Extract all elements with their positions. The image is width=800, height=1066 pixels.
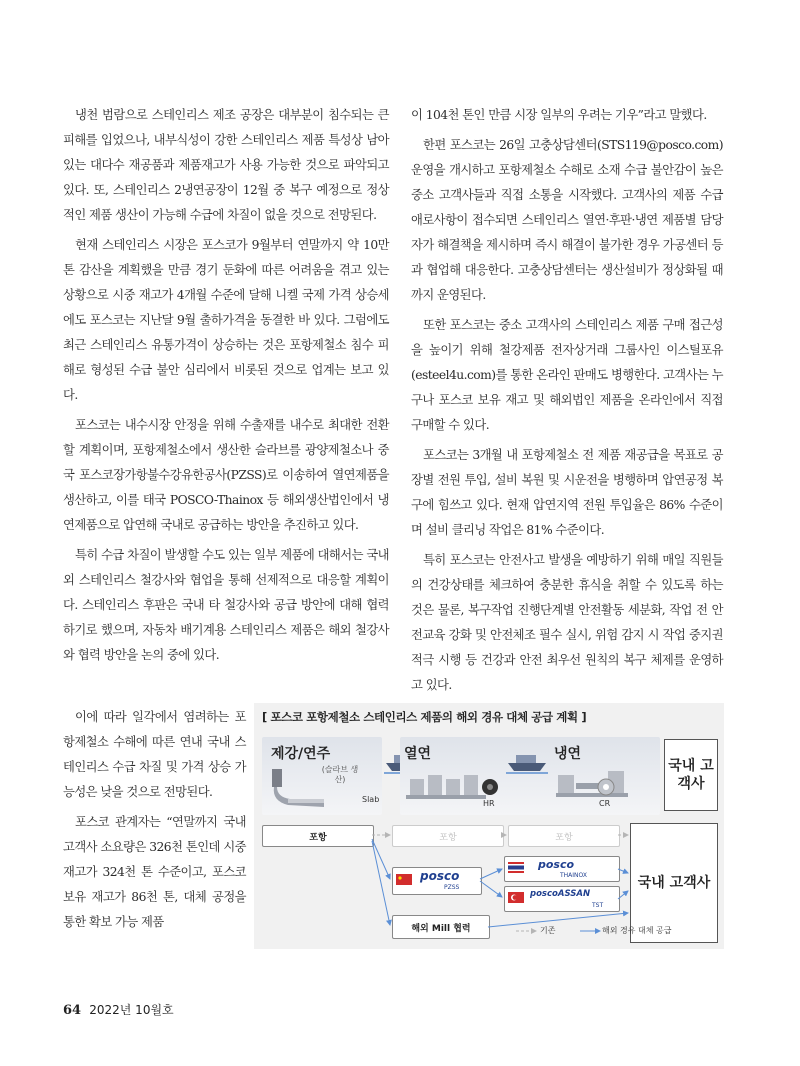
paragraph: 한편 포스코는 26일 고충상담센터(STS119@posco.com) 운영을 개시하고 포항제철소 수해로 소재 수급 불안감이 높은 중소 고객사들과 직접 소통을 시작했다. 고객사의 제품 수급 애로사항이 접수되면 스테인리스 열연·후판·냉연 제품별 담당자가 해결책을 제시하며 즉시 해결이 불가한 경우 가공센터 등과 협업해 대응한다. 고충상담센터는 생산설비가 정상화될 때까지 운영된다. xyxy=(411,138,723,302)
domestic-customer-box: 국내 고객사 xyxy=(630,823,718,943)
issue-date: 2022년 10월호 xyxy=(89,1003,174,1017)
steelmaking-label: 제강/연주 xyxy=(271,746,331,762)
paragraph: 이에 따라 일각에서 염려하는 포항제철소 수해에 따른 연내 국내 스테인리스 수급 차질 및 가격 상승 가능성은 낮을 것으로 전망된다. xyxy=(63,710,246,799)
overseas-mill-box: 해외 Mill 협력 xyxy=(392,915,490,939)
tst-label: TST xyxy=(592,902,604,909)
pohang-faded-box: 포항 xyxy=(508,825,620,847)
page-number: 64 xyxy=(63,1003,82,1018)
legend-existing: 기존 xyxy=(540,926,556,935)
paragraph: 포스코는 3개월 내 포항제철소 전 제품 재공급을 목표로 공장별 전원 투입, 설비 복원 및 시운전을 병행하며 압연공정 복구에 힘쓰고 있다. 현재 압연지역 전원 투입율은 86% 수준이며 설비 클리닝 작업은 81% 수준이다. xyxy=(411,448,723,537)
paragraph: 현재 스테인리스 시장은 포스코가 9월부터 연말까지 약 10만 톤 감산을 계획했을 만큼 경기 둔화에 따른 어려움을 겪고 있는 상황으로 시중 재고가 4개월 수준에 달해 니켈 국제 가격 상승세에도 포스코는 지난달 9월 출하가격을 동결한 바 있다. 그럼에도 최근 스테인리스 유통가격이 상승하는 것은 포항제철소 침수 피해로 형성된 수급 불안 심리에서 비롯된 것으로 업계는 보고 있다. xyxy=(63,238,389,402)
paragraph: 냉천 범람으로 스테인리스 제조 공장은 대부분이 침수되는 큰 피해를 입었으나, 내부식성이 강한 스테인리스 제품 특성상 남아있는 대다수 재공품과 제품재고가 사용 가능한 것으로 파악되고 있다. 또, 스테인리스 2냉연공장이 12월 중 복구 예정으로 정상적인 제품 생산이 가능해 수급에 차질이 없을 것으로 전망된다. xyxy=(63,108,389,222)
posco-pzss-logo: posco xyxy=(420,869,460,883)
slab-label: Slab xyxy=(362,795,380,804)
paragraph-continuation: 이 104천 톤인 만큼 시장 일부의 우려는 기우”라고 말했다. xyxy=(411,108,707,122)
steelmaking-sub-label: (슬라브 생산) xyxy=(321,765,359,784)
pohang-faded-box: 포항 xyxy=(392,825,504,847)
article-narrow-column xyxy=(63,705,246,940)
poscoassan-logo: poscoASSAN xyxy=(530,889,591,899)
flow-arrows xyxy=(254,703,724,949)
pohang-box: 포항 xyxy=(262,825,374,847)
paragraph: 포스코는 내수시장 안정을 위해 수출재를 내수로 최대한 전환할 계획이며, 포항제철소에서 생산한 슬라브를 광양제철소나 중국 포스코장가항불수강유한공사(PZSS)로 이송하여 열연제품을 생산하고, 이를 태국 POSCO-Thainox 등 해외생산법인에서 냉연제품으로 압연해 국내로 공급하는 방안을 추진하고 있다. xyxy=(63,418,389,532)
page-footer xyxy=(63,1001,174,1018)
paragraph: 특히 포스코는 안전사고 발생을 예방하기 위해 매일 직원들의 건강상태를 체크하여 충분한 휴식을 취할 수 있도록 하는 것은 물론, 복구작업 진행단계별 안전활동 세분화, 작업 전 안전교육 강화 및 안전체조 필수 실시, 위험 감지 시 작업 중지권 적극 시행 등 건강과 안전 최우선 원칙의 복구 체제를 운영하고 있다. xyxy=(411,553,723,692)
pzss-label: PZSS xyxy=(444,884,460,891)
posco-thainox-logo: posco xyxy=(538,858,575,871)
supply-plan-figure xyxy=(254,703,724,949)
article-right-column xyxy=(411,103,723,703)
paragraph: 포스코 관계자는 “연말까지 국내 고객사 소요량은 326천 톤인데 시중 재고가 324천 톤 수준이고, 포스코 보유 재고가 86천 톤, 대체 공정을 통한 확보 가능 제품 xyxy=(63,815,246,929)
thainox-label: THAINOX xyxy=(560,872,587,879)
paragraph: 또한 포스코는 중소 고객사의 스테인리스 제품 구매 접근성을 높이기 위해 철강제품 전자상거래 그룹사인 이스틸포유(esteel4u.com)를 통한 온라인 판매도 병행한다. 고객사는 누구나 포스코 보유 재고 및 해외법인 제품을 온라인에서 직접 구매할 수 있다. xyxy=(411,318,723,432)
domestic-customer-box: 국내 고객사 xyxy=(664,739,718,811)
article-left-column xyxy=(63,103,389,673)
hot-rolling-label: 열연 xyxy=(404,746,432,762)
legend-overseas: 해외 경유 대체 공급 xyxy=(602,926,672,935)
figure-title: [ 포스코 포항제철소 스테인리스 제품의 해외 경유 대체 공급 계획 ] xyxy=(262,710,587,724)
paragraph: 특히 수급 차질이 발생할 수도 있는 일부 제품에 대해서는 국내외 스테인리스 철강사와 협업을 통해 선제적으로 대응할 계획이다. 스테인리스 후판은 국내 타 철강사와 공급 방안에 대해 협력하기로 했으며, 자동차 배기계용 스테인리스 제품은 해외 철강사와 협력 방안을 논의 중에 있다. xyxy=(63,548,389,662)
hr-label: HR xyxy=(483,799,495,808)
cold-rolling-label: 냉연 xyxy=(554,746,582,762)
cr-label: CR xyxy=(599,799,611,808)
